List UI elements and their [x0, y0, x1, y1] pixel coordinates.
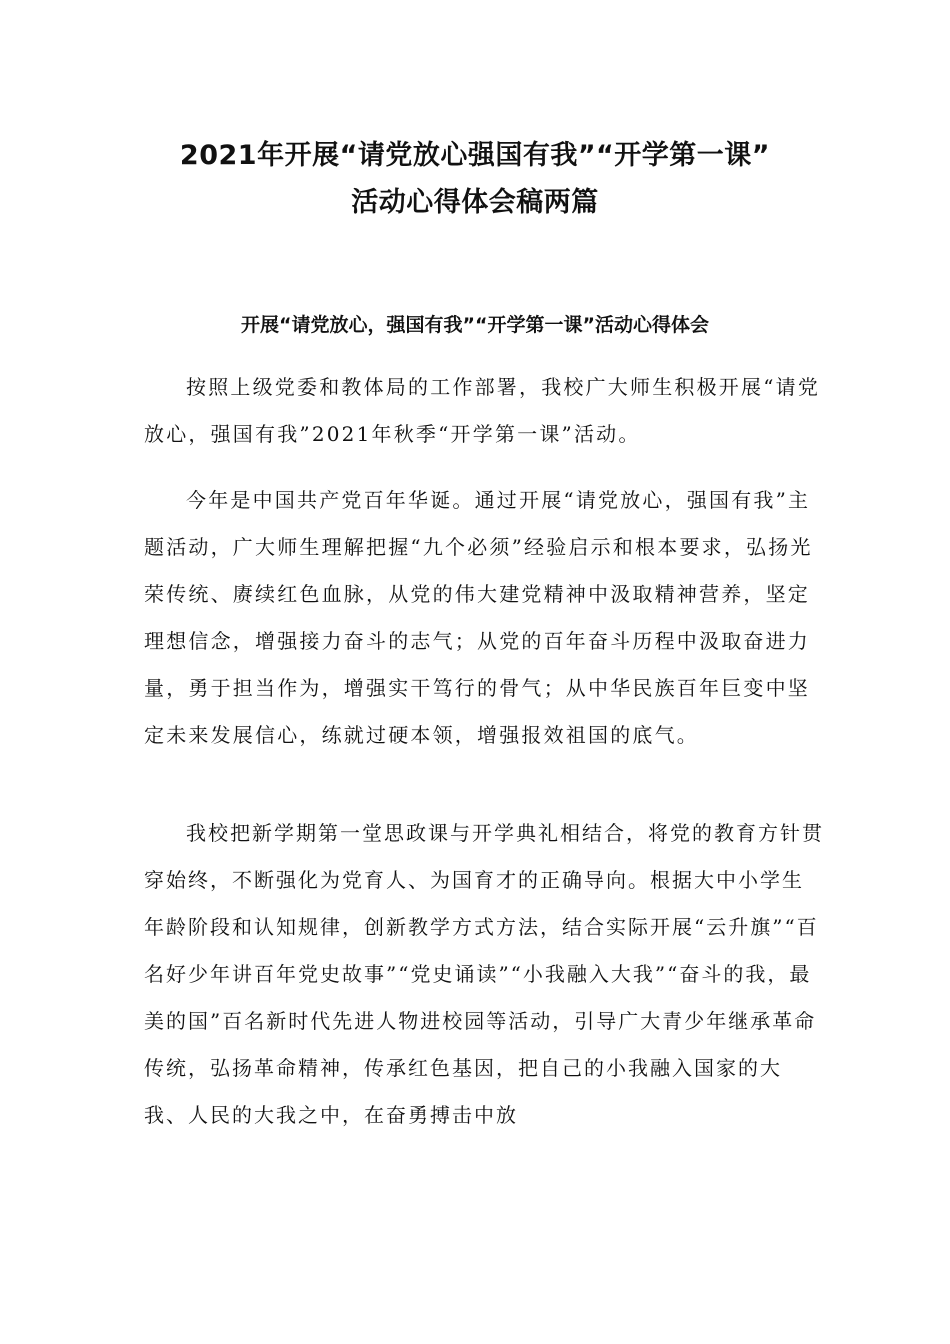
- document-title-line-2: 活动心得体会稿两篇: [351, 187, 599, 218]
- paragraph-2: 今年是中国共产党百年华诞。通过开展“请党放心，强国有我”主题活动，广大师生理解把握“九个必须”经验启示和根本要求，弘扬光荣传统、赓续红色血脉，从党的伟大建党精神中汲取精神营养，坚定理想信念，增强接力奋斗的志气；从党的百年奋斗历程中汲取奋进力量，勇于担当作为，增强实干笃行的骨气；从中华民族百年巨变中坚定未来发展信心，练就过硬本领，增强报效祖国的底气。: [144, 488, 813, 747]
- paragraph-3: 我校把新学期第一堂思政课与开学典礼相结合，将党的教育方针贯穿始终，不断强化为党育人、为国育才的正确导向。根据大中小学生年龄阶段和认知规律，创新教学方式方法，结合实际开展“云升旗”“百名好少年讲百年党史故事”“党史诵读”“小我融入大我”“奋斗的我，最美的国”百名新时代先进人物进校园等活动，引导广大青少年继承革命传统，弘扬革命精神，传承红色基因，把自己的小我融入国家的大我、人民的大我之中，在奋勇搏击中放: [144, 821, 824, 1127]
- document-title-line-1: 2021年开展“请党放心强国有我”“开学第一课”: [179, 140, 771, 171]
- section-heading: 开展“请党放心，强国有我”“开学第一课”活动心得体会: [241, 314, 709, 336]
- paragraph-1: 按照上级党委和教体局的工作部署，我校广大师生积极开展“请党放心，强国有我”2021年秋季“开学第一课”活动。: [144, 375, 821, 446]
